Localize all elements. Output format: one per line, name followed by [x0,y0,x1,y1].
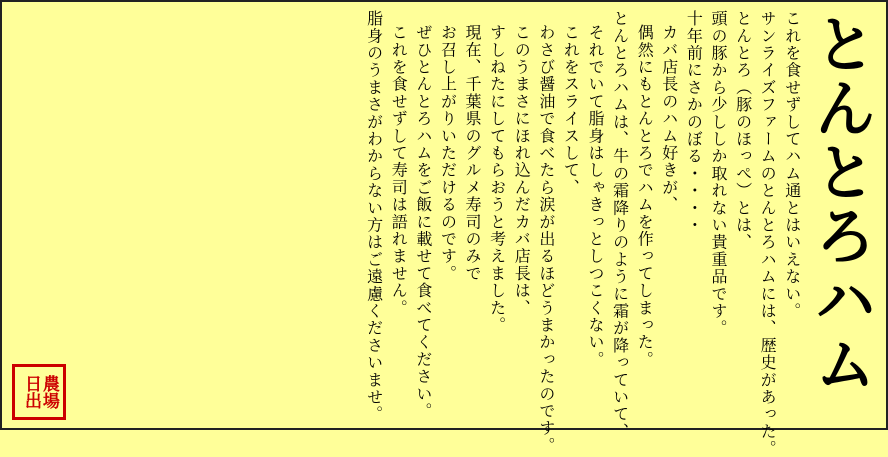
page-title: とんとろハム [804,12,877,396]
text-column: このうまさにほれ込んだカバ店長は、 [512,24,532,317]
text-column: 偶然にもとんとろでハムを作ってしまった。 [635,24,655,368]
text-column: すしねたにしてもらおうと考えました。 [487,24,507,334]
text-column: 頭の豚から少ししか取れない貴重品です。 [708,10,728,337]
text-column: お召し上がりいただけるのです。 [438,24,458,282]
text-column: これをスライスして、 [561,24,581,196]
text-column: ぜひとんとろハムをご飯に載せて食べてください。 [413,24,433,420]
text-column: それでいて脂身はしゃきっとしつこくない。 [586,24,606,368]
vertical-text-body [2,2,886,457]
text-column: これを食せずしてハム通とはいえない。 [782,10,802,320]
stamp-right-column: 農場 [38,375,59,409]
text-column: 現在、千葉県のグルメ寿司のみで [463,24,483,282]
farm-stamp-logo [12,364,66,420]
text-column: これを食せずして寿司は語れません。 [389,24,409,317]
text-column: サンライズファームのとんとろハムには、歴史があった。 [758,10,778,457]
text-column: わさび醤油で食べたら涙が出るほどうまかったのです。 [536,24,556,454]
text-column: とんとろハムは、牛の霜降りのように霜が降っていて、 [610,10,630,440]
text-column: 十年前にさかのぼる・・・・ [684,10,704,234]
stamp-left-column: 日出 [21,375,41,409]
text-column: カバ店長のハム好きが、 [659,24,679,214]
text-column: とんとろ（豚のほっぺ）とは、 [733,10,753,251]
text-column: 脂身のうまさがわからない方はご遠慮くださいませ。 [364,10,384,423]
